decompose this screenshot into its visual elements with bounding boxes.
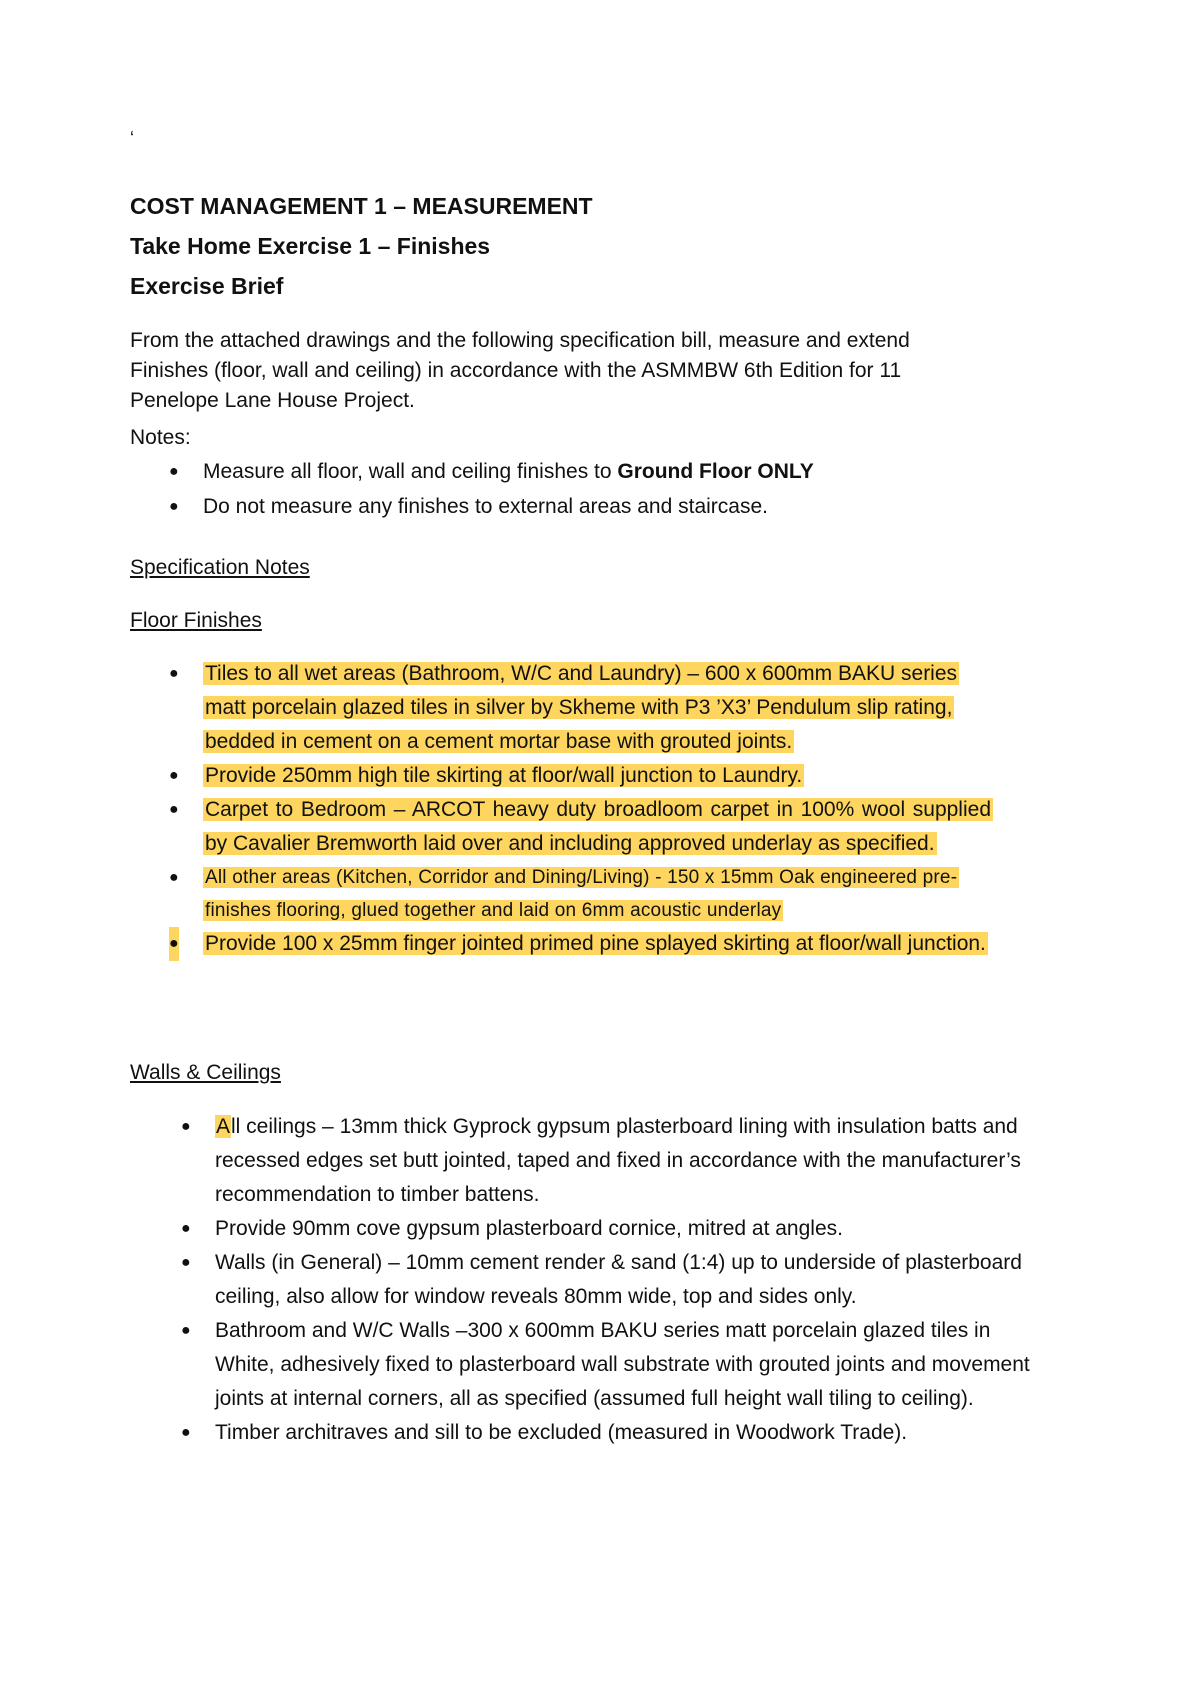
title-block [130, 186, 593, 306]
list-item [169, 490, 1103, 525]
bullet-icon: ● [169, 801, 179, 818]
list-item [181, 1314, 1035, 1416]
walls-item-text: Walls (in General) – 10mm cement render & sand (1:4) up to underside of plasterboard ceiling, also allow for window reveals 80mm wide, top and sides only. [215, 1251, 1022, 1308]
floor-item-text: Provide 100 x 25mm finger jointed primed pine splayed skirting at floor/wall junction. [205, 932, 986, 955]
bullet-icon: ● [169, 463, 179, 480]
spec-heading: Specification Notes [130, 556, 310, 579]
list-item [169, 927, 1063, 961]
notes-list [169, 455, 1103, 525]
list-item [181, 1212, 1035, 1246]
walls-item-text: Timber architraves and sill to be excluded (measured in Woodwork Trade). [215, 1421, 908, 1444]
list-item [181, 1416, 1035, 1450]
intro-line: Penelope Lane House Project. [130, 389, 415, 412]
list-item [169, 861, 993, 927]
bullet-icon: ● [181, 1322, 191, 1339]
walls-ceilings-list [181, 1110, 1035, 1450]
note-text: Do not measure any finishes to external areas and staircase. [203, 495, 768, 518]
bullet-icon: ● [169, 665, 179, 682]
note-text: Measure all floor, wall and ceiling finishes to [203, 460, 618, 483]
bullet-icon: ● [181, 1254, 191, 1271]
highlight-mark: A [216, 1115, 231, 1138]
bullet-icon: ● [169, 869, 179, 886]
floor-item-text: Provide 250mm high tile skirting at floor/wall junction to Laundry. [205, 764, 803, 787]
list-item [169, 657, 993, 759]
document-subtitle: Take Home Exercise 1 – Finishes [130, 233, 491, 259]
bullet-icon: ● [181, 1424, 191, 1441]
walls-heading: Walls & Ceilings [130, 1061, 281, 1084]
floor-item-text: Carpet to Bedroom – ARCOT heavy duty broadloom carpet in 100% wool supplied by Cavalier Bremworth laid over and including approved underlay as specified. [205, 798, 991, 855]
walls-item-text: Bathroom and W/C Walls –300 x 600mm BAKU series matt porcelain glazed tiles in White, adhesively fixed to plasterboard wall substrate with grouted joints and movement joints at internal corners, all as specified (assumed full height wall tiling to ceiling). [215, 1319, 1030, 1410]
note-emphasis: Ground Floor ONLY [617, 460, 814, 483]
walls-item-text: ll ceilings – 13mm thick Gyprock gypsum plasterboard lining with insulation batts and recessed edges set butt jointed, taped and fixed in accordance with the manufacturer’s recommendation to timber battens. [215, 1115, 1021, 1206]
bullet-icon: ● [169, 767, 179, 784]
list-item [169, 455, 1103, 490]
bullet-icon: ● [169, 498, 179, 515]
bullet-icon: ● [181, 1220, 191, 1237]
notes-label: Notes: [130, 426, 191, 449]
walls-item-text: Provide 90mm cove gypsum plasterboard cornice, mitred at angles. [215, 1217, 843, 1240]
document-title: COST MANAGEMENT 1 – MEASUREMENT [130, 193, 593, 219]
list-item [181, 1246, 1035, 1314]
brief-heading: Exercise Brief [130, 273, 284, 299]
bullet-icon: ● [181, 1118, 191, 1135]
floor-item-text: All other areas (Kitchen, Corridor and Dining/Living) - 150 x 15mm Oak engineered pre-finishes flooring, glued together and laid on 6mm acoustic underlay [205, 867, 958, 921]
intro-line: From the attached drawings and the following specification bill, measure and extend [130, 329, 910, 352]
bullet-icon: ● [169, 927, 179, 961]
stray-mark: ‘ [130, 128, 134, 148]
list-item [169, 793, 993, 861]
intro-paragraph [130, 326, 1030, 416]
floor-finishes-list [169, 657, 993, 961]
list-item [181, 1110, 1035, 1212]
floor-item-text: Tiles to all wet areas (Bathroom, W/C and Laundry) – 600 x 600mm BAKU series matt porcelain glazed tiles in silver by Skheme with P3 ’X3’ Pendulum slip rating, bedded in cement on a cement mortar base with grouted joints. [205, 662, 958, 753]
list-item [169, 759, 993, 793]
intro-line: Finishes (floor, wall and ceiling) in accordance with the ASMMBW 6th Edition for 11 [130, 359, 902, 382]
floor-heading: Floor Finishes [130, 609, 262, 632]
